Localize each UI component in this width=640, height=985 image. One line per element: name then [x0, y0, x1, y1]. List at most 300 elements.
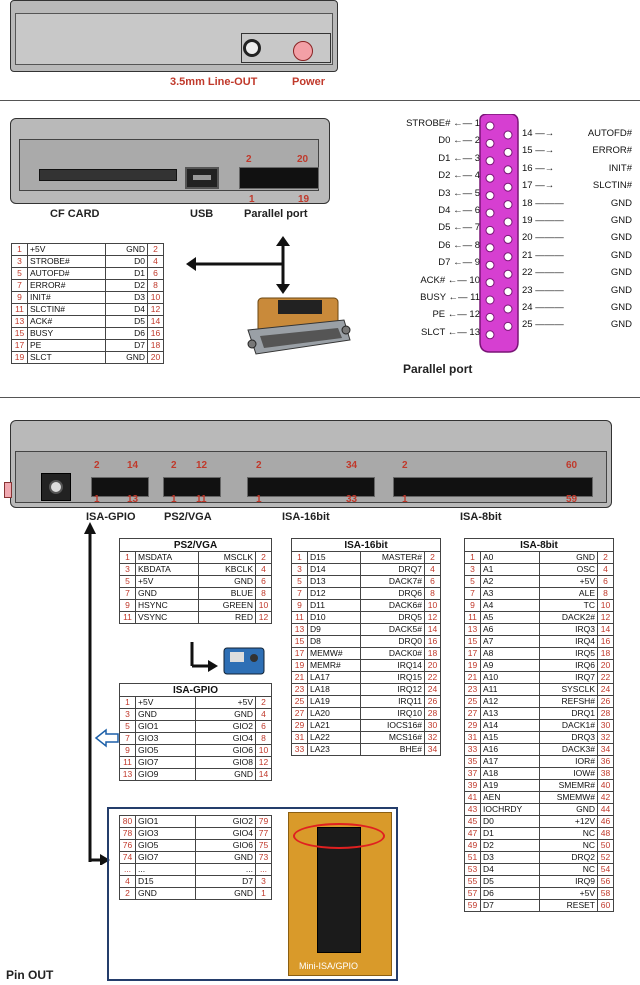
pin-signal: GND	[540, 804, 598, 816]
pin-signal: DRQ0	[361, 636, 425, 648]
db25-pin	[504, 270, 512, 278]
pin-signal: IRQ11	[361, 696, 425, 708]
pin-signal: GND	[199, 576, 256, 588]
pin-signal: DACK1#	[540, 720, 598, 732]
table-row	[120, 757, 272, 769]
pin-out-label: Pin OUT	[6, 968, 54, 982]
pin-number: 1	[120, 552, 136, 564]
pin-number: 6	[425, 576, 441, 588]
pin-number: 24	[425, 684, 441, 696]
table-row	[120, 552, 272, 564]
pin-signal: GND	[136, 588, 199, 600]
table-row	[120, 876, 272, 888]
table-row	[120, 709, 272, 721]
table-row	[465, 672, 614, 684]
pin-number: 26	[598, 696, 614, 708]
pin-signal: IRQ7	[540, 672, 598, 684]
table-row	[292, 564, 441, 576]
pin-number: 39	[465, 780, 481, 792]
pin-number: 10	[425, 600, 441, 612]
table-row	[465, 552, 614, 564]
isa-8bit-header	[393, 477, 593, 497]
pin-number: 26	[425, 696, 441, 708]
pin-number: 27	[465, 708, 481, 720]
pin-signal: IRQ9	[540, 876, 598, 888]
pin-number: 44	[598, 804, 614, 816]
pin-signal: RED	[199, 612, 256, 624]
pin-number: 11	[120, 757, 136, 769]
pin-signal: D7	[196, 876, 256, 888]
pin-signal: GIO6	[196, 745, 256, 757]
pin-signal: A8	[481, 648, 540, 660]
pin-signal: LA20	[308, 708, 361, 720]
pin-signal: BHE#	[361, 744, 425, 756]
pin-signal: A2	[481, 576, 540, 588]
db25-pin-label: 15 —→ ERROR#	[522, 145, 632, 157]
db25-pin-label: 25 ——— GND	[522, 319, 632, 331]
pin-number: 41	[465, 792, 481, 804]
db25-pin	[504, 218, 512, 226]
parallel-port-label: Parallel port	[244, 208, 308, 220]
pin-number: 8	[598, 588, 614, 600]
pin-signal: IRQ12	[361, 684, 425, 696]
table-row	[465, 588, 614, 600]
table-row	[465, 720, 614, 732]
pin-signal: GREEN	[199, 600, 256, 612]
db25-pin	[504, 201, 512, 209]
pin-number: 23	[465, 684, 481, 696]
pin-signal: A14	[481, 720, 540, 732]
db25-pin	[486, 296, 494, 304]
pin-number: 14	[148, 316, 164, 328]
pin-signal: D0	[481, 816, 540, 828]
table-row	[465, 876, 614, 888]
table-row	[292, 576, 441, 588]
pin-number: 4	[256, 709, 272, 721]
db25-pin-label: STROBE# ←— 1	[406, 118, 480, 129]
pin-signal: GIO2	[196, 816, 256, 828]
pin-signal: IOW#	[540, 768, 598, 780]
pin-signal: GND	[540, 552, 598, 564]
isa-8bit-table	[464, 538, 614, 912]
pin-signal: D15	[308, 552, 361, 564]
pin-signal: +5V	[136, 697, 196, 709]
table-row	[12, 292, 164, 304]
pin-signal: NC	[540, 840, 598, 852]
db25-pin-label: 17 —→ SLCTIN#	[522, 180, 632, 192]
pin-number: 2	[256, 552, 272, 564]
pin-number: 10	[598, 600, 614, 612]
pin-signal: D10	[308, 612, 361, 624]
table-row	[465, 780, 614, 792]
mini-isa-photo	[288, 812, 392, 976]
line-out-label: 3.5mm Line-OUT	[170, 76, 258, 88]
power-label: Power	[292, 76, 326, 88]
mini-isa-table	[119, 815, 272, 900]
pin-number: 20	[148, 352, 164, 364]
pin-signal: IRQ6	[540, 660, 598, 672]
ps2vga-title: PS2/VGA	[120, 539, 272, 552]
db25-pin	[504, 305, 512, 313]
pin-signal: D8	[308, 636, 361, 648]
db25-pin	[504, 253, 512, 261]
pin-signal: DRQ7	[361, 564, 425, 576]
pin-number: 5	[292, 576, 308, 588]
pin-signal: DACK7#	[361, 576, 425, 588]
pin-signal: HSYNC	[136, 600, 199, 612]
isa-8bit-label: ISA-8bit	[460, 511, 502, 523]
pin-signal: D7	[481, 900, 540, 912]
pin-number: 12	[425, 612, 441, 624]
pin-number: 34	[598, 744, 614, 756]
pin-number: 16	[598, 636, 614, 648]
pin-signal: A3	[481, 588, 540, 600]
pin-number: 19	[465, 660, 481, 672]
table-row	[465, 804, 614, 816]
table-row	[465, 660, 614, 672]
pin-signal: BLUE	[199, 588, 256, 600]
db25-pin-label: D1 ←— 3	[438, 152, 480, 164]
pin-signal: GIO7	[136, 757, 196, 769]
pin-signal: D6	[106, 328, 148, 340]
parallel-pin-table	[11, 243, 164, 364]
pin-number: 16	[148, 328, 164, 340]
db25-pin	[486, 226, 494, 234]
pin-number: 76	[120, 840, 136, 852]
table-row	[120, 828, 272, 840]
pin-number: 25	[465, 696, 481, 708]
table-row	[292, 684, 441, 696]
table-row	[465, 696, 614, 708]
pin-number: 48	[598, 828, 614, 840]
pin-number: 23	[292, 684, 308, 696]
pin-signal: D5	[481, 876, 540, 888]
pin-signal: GND	[196, 852, 256, 864]
table-row	[12, 256, 164, 268]
table-row	[12, 244, 164, 256]
pin-signal: DRQ3	[540, 732, 598, 744]
pin-signal: A12	[481, 696, 540, 708]
pin-signal: A6	[481, 624, 540, 636]
pin-number: 11	[120, 612, 136, 624]
db25-connector	[476, 114, 522, 354]
pin-number: 14	[256, 769, 272, 781]
pin-number: 17	[292, 648, 308, 660]
db25-pin-label: 21 ——— GND	[522, 249, 632, 261]
power-button	[293, 41, 313, 61]
pin-signal: GIO2	[196, 721, 256, 733]
table-row	[465, 840, 614, 852]
pin-number: 32	[598, 732, 614, 744]
isa-16bit-table	[291, 538, 441, 756]
pin-number: 19	[292, 660, 308, 672]
pin-number: 7	[120, 733, 136, 745]
db25-pin	[504, 183, 512, 191]
pin-number: 29	[465, 720, 481, 732]
pin-signal: GND	[106, 244, 148, 256]
pin-signal: IOCHRDY	[481, 804, 540, 816]
pin-signal: LA17	[308, 672, 361, 684]
pin-signal: AUTOFD#	[28, 268, 106, 280]
pin-number: 75	[256, 840, 272, 852]
pin-signal: REFSH#	[540, 696, 598, 708]
table-row	[292, 612, 441, 624]
pin-number: 21	[465, 672, 481, 684]
pin-signal: D15	[136, 876, 196, 888]
pin-signal: ACK#	[28, 316, 106, 328]
table-row	[120, 564, 272, 576]
pin-number: 40	[598, 780, 614, 792]
db25-pin	[486, 244, 494, 252]
pin-signal: LA22	[308, 732, 361, 744]
pin-signal: MASTER#	[361, 552, 425, 564]
db25-pin	[504, 322, 512, 330]
device-bottom-panel	[10, 420, 612, 508]
pin-signal: DACK3#	[540, 744, 598, 756]
table-row	[292, 648, 441, 660]
pin-signal: A18	[481, 768, 540, 780]
pin-number: 55	[465, 876, 481, 888]
db25-pin-label: D6 ←— 8	[438, 239, 480, 251]
pin-number: 2	[598, 552, 614, 564]
dc-jack	[41, 473, 71, 501]
table-row	[292, 660, 441, 672]
pin-signal: DRQ2	[540, 852, 598, 864]
pin-number: 33	[465, 744, 481, 756]
pin-number: 6	[256, 576, 272, 588]
pin-number: 10	[256, 745, 272, 757]
pin-signal: DRQ5	[361, 612, 425, 624]
pin-signal: MSCLK	[199, 552, 256, 564]
pin-signal: GIO5	[136, 840, 196, 852]
pin-signal: PE	[28, 340, 106, 352]
pin-signal: GIO5	[136, 745, 196, 757]
pin-signal: D2	[106, 280, 148, 292]
table-row	[12, 304, 164, 316]
pin-number: 36	[598, 756, 614, 768]
pin-signal: IRQ15	[361, 672, 425, 684]
db25-pin	[504, 166, 512, 174]
pin-number: 47	[465, 828, 481, 840]
table-row	[12, 268, 164, 280]
pin-signal: D1	[481, 828, 540, 840]
table-row	[292, 696, 441, 708]
pin-signal: GND	[136, 709, 196, 721]
pin-signal: D3	[481, 852, 540, 864]
pin-number: 17	[12, 340, 28, 352]
pin-signal: INIT#	[28, 292, 106, 304]
pin-signal: D7	[106, 340, 148, 352]
pin-signal: GIO9	[136, 769, 196, 781]
pin-number: 12	[148, 304, 164, 316]
table-row	[292, 732, 441, 744]
db25-pin-label: D0 ←— 2	[438, 135, 480, 147]
pin-signal: TC	[540, 600, 598, 612]
pin-signal: ERROR#	[28, 280, 106, 292]
pin-number: 18	[148, 340, 164, 352]
pin-number: 18	[598, 648, 614, 660]
table-row	[292, 708, 441, 720]
pin-number: 1	[12, 244, 28, 256]
pin-signal: GND	[196, 769, 256, 781]
table-row	[465, 624, 614, 636]
pin-number: 31	[292, 732, 308, 744]
db25-pin	[504, 148, 512, 156]
pin-number: 2	[148, 244, 164, 256]
pin-signal: LA23	[308, 744, 361, 756]
table-row	[292, 744, 441, 756]
pin-signal: SMEMR#	[540, 780, 598, 792]
db25-pin	[486, 279, 494, 287]
pin-signal: D13	[308, 576, 361, 588]
table-row	[120, 816, 272, 828]
db25-pin-label: ACK# ←— 10	[420, 274, 480, 286]
pin-number: 25	[292, 696, 308, 708]
pin-number: 27	[292, 708, 308, 720]
table-row	[465, 900, 614, 912]
db25-pin-label: PE ←— 12	[432, 309, 480, 321]
db25-pin-label: 20 ——— GND	[522, 232, 632, 244]
pin-signal: LA19	[308, 696, 361, 708]
pin-signal: D14	[308, 564, 361, 576]
pin-signal: IOR#	[540, 756, 598, 768]
pin-number: 8	[425, 588, 441, 600]
db25-pin-label: 23 ——— GND	[522, 284, 632, 296]
pin-signal: VSYNC	[136, 612, 199, 624]
db25-pin	[486, 209, 494, 217]
pin-number: 58	[598, 888, 614, 900]
pin-number: 5	[12, 268, 28, 280]
pin-number: 3	[120, 564, 136, 576]
table-row	[465, 792, 614, 804]
pin-number: 45	[465, 816, 481, 828]
pin-number: 11	[465, 612, 481, 624]
pin-number: 60	[598, 900, 614, 912]
pin-number: 6	[256, 721, 272, 733]
db25-pin	[486, 139, 494, 147]
pin-number: 4	[425, 564, 441, 576]
pin-number: 51	[465, 852, 481, 864]
pin-number: 77	[256, 828, 272, 840]
pin-signal: IRQ3	[540, 624, 598, 636]
pin-signal: DACK6#	[361, 600, 425, 612]
pin-signal: NC	[540, 828, 598, 840]
db25-pin	[486, 174, 494, 182]
pin-signal: OSC	[540, 564, 598, 576]
pin-number: 50	[598, 840, 614, 852]
pin-signal: D4	[481, 864, 540, 876]
db25-pin-label: D7 ←— 9	[438, 257, 480, 269]
table-row	[120, 612, 272, 624]
db25-caption: Parallel port	[403, 362, 473, 376]
pin-signal: A5	[481, 612, 540, 624]
db25-pin-label: D5 ←— 7	[438, 222, 480, 234]
pin-number: 22	[425, 672, 441, 684]
pin-signal: IRQ14	[361, 660, 425, 672]
db25-pin	[486, 313, 494, 321]
pin-signal: A1	[481, 564, 540, 576]
line-out-jack	[243, 39, 261, 57]
pin-number: 17	[465, 648, 481, 660]
device-top-panel	[10, 0, 338, 72]
pin-number: 5	[120, 721, 136, 733]
pin-signal: IRQ10	[361, 708, 425, 720]
table-row	[465, 864, 614, 876]
table-row	[465, 708, 614, 720]
pin-number: 10	[256, 600, 272, 612]
table-row	[120, 600, 272, 612]
pin-number: 14	[425, 624, 441, 636]
pin-number: 37	[465, 768, 481, 780]
pin-signal: +5V	[540, 888, 598, 900]
pin-number: 2	[425, 552, 441, 564]
pin-number: 12	[256, 612, 272, 624]
pin-number: ...	[120, 864, 136, 876]
cf-card-slot	[39, 169, 177, 181]
pin-number: 3	[120, 709, 136, 721]
gpio-arrow	[80, 520, 110, 865]
db25-pin	[504, 288, 512, 296]
pin-signal: A4	[481, 600, 540, 612]
pin-number: 28	[425, 708, 441, 720]
table-row	[120, 840, 272, 852]
pin-number: 53	[465, 864, 481, 876]
isa8-title: ISA-8bit	[465, 539, 614, 552]
pin-signal: KBCLK	[199, 564, 256, 576]
table-row	[292, 600, 441, 612]
pin-number: 33	[292, 744, 308, 756]
pin-signal: AEN	[481, 792, 540, 804]
table-row	[292, 588, 441, 600]
pin-signal: DRQ6	[361, 588, 425, 600]
pin-number: 5	[465, 576, 481, 588]
usb-port	[185, 167, 219, 189]
pin-signal: DACK2#	[540, 612, 598, 624]
isagpio-title: ISA-GPIO	[120, 684, 272, 697]
table-row	[12, 280, 164, 292]
pin-number: 4	[598, 564, 614, 576]
db25-pin-label: SLCT ←— 13	[421, 326, 480, 338]
pin-number: 80	[120, 816, 136, 828]
pin-signal: IRQ4	[540, 636, 598, 648]
pin-signal: A19	[481, 780, 540, 792]
pin-number: 7	[465, 588, 481, 600]
pin-number: 24	[598, 684, 614, 696]
pin-signal: SLCTIN#	[28, 304, 106, 316]
table-row	[120, 864, 272, 876]
pin-number: 9	[120, 745, 136, 757]
pin-number: 13	[120, 769, 136, 781]
db25-pin-label: 22 ——— GND	[522, 267, 632, 279]
pin-number: 7	[292, 588, 308, 600]
vga-adapter-icon	[186, 638, 270, 682]
db25-pin	[486, 261, 494, 269]
pin-signal: LA18	[308, 684, 361, 696]
pin-signal: STROBE#	[28, 256, 106, 268]
db25-pin	[486, 192, 494, 200]
db25-pin-label: BUSY ←— 11	[420, 292, 480, 303]
pin-signal: GIO4	[196, 733, 256, 745]
table-row	[120, 721, 272, 733]
db25-pin-label: D2 ←— 4	[438, 170, 480, 182]
pin-signal: +5V	[540, 576, 598, 588]
pin-signal: D3	[106, 292, 148, 304]
pin-number: 1	[120, 697, 136, 709]
pin-number: 46	[598, 816, 614, 828]
pin-signal: +5V	[28, 244, 106, 256]
pin-signal: A10	[481, 672, 540, 684]
table-row	[465, 612, 614, 624]
